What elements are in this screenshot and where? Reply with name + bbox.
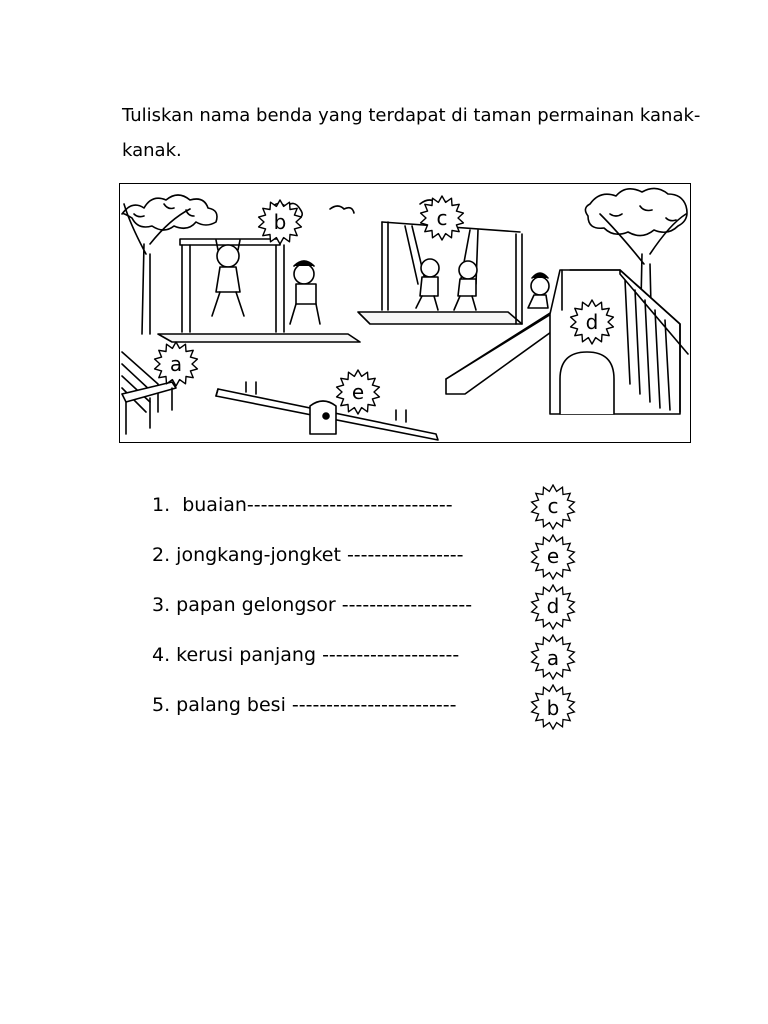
tree-left [122,195,217,334]
answer-row [152,584,592,634]
answer-text: 5. palang besi ------------------------ [152,694,457,716]
answer-list [152,484,592,734]
answer-badge [530,684,576,730]
svg-text:d: d [585,310,599,334]
answer-text: 1. buaian------------------------------ [152,494,453,516]
slide [446,270,688,414]
svg-text:e: e [546,544,560,568]
answer-row [152,534,592,584]
scene-badge-e [337,370,380,414]
answer-badge [530,634,576,680]
answer-badge [530,584,576,630]
playground-illustration [119,183,691,443]
svg-text:a: a [546,646,560,670]
scene-badge-a [155,342,198,386]
svg-text:a: a [169,352,183,376]
answer-text: 3. papan gelongsor ------------------- [152,594,473,616]
answer-row [152,634,592,684]
answer-row [152,484,592,534]
svg-text:c: c [547,494,559,518]
svg-text:b: b [546,696,560,720]
answer-row [152,684,592,734]
scene-badge-b [259,200,302,244]
svg-text:c: c [436,206,448,230]
svg-text:e: e [351,380,365,404]
svg-text:b: b [273,210,287,234]
instruction-text: Tuliskan nama benda yang terdapat di taman permainan kanak-kanak. [122,105,701,161]
climbing-bar [158,239,360,342]
answer-text: 4. kerusi panjang -------------------- [152,644,460,666]
seesaw [216,382,438,440]
svg-text:d: d [546,594,560,618]
answer-text: 2. jongkang-jongket ----------------- [152,544,464,566]
answer-badge [530,534,576,580]
answer-badge [530,484,576,530]
scene-badge-c [421,196,464,240]
